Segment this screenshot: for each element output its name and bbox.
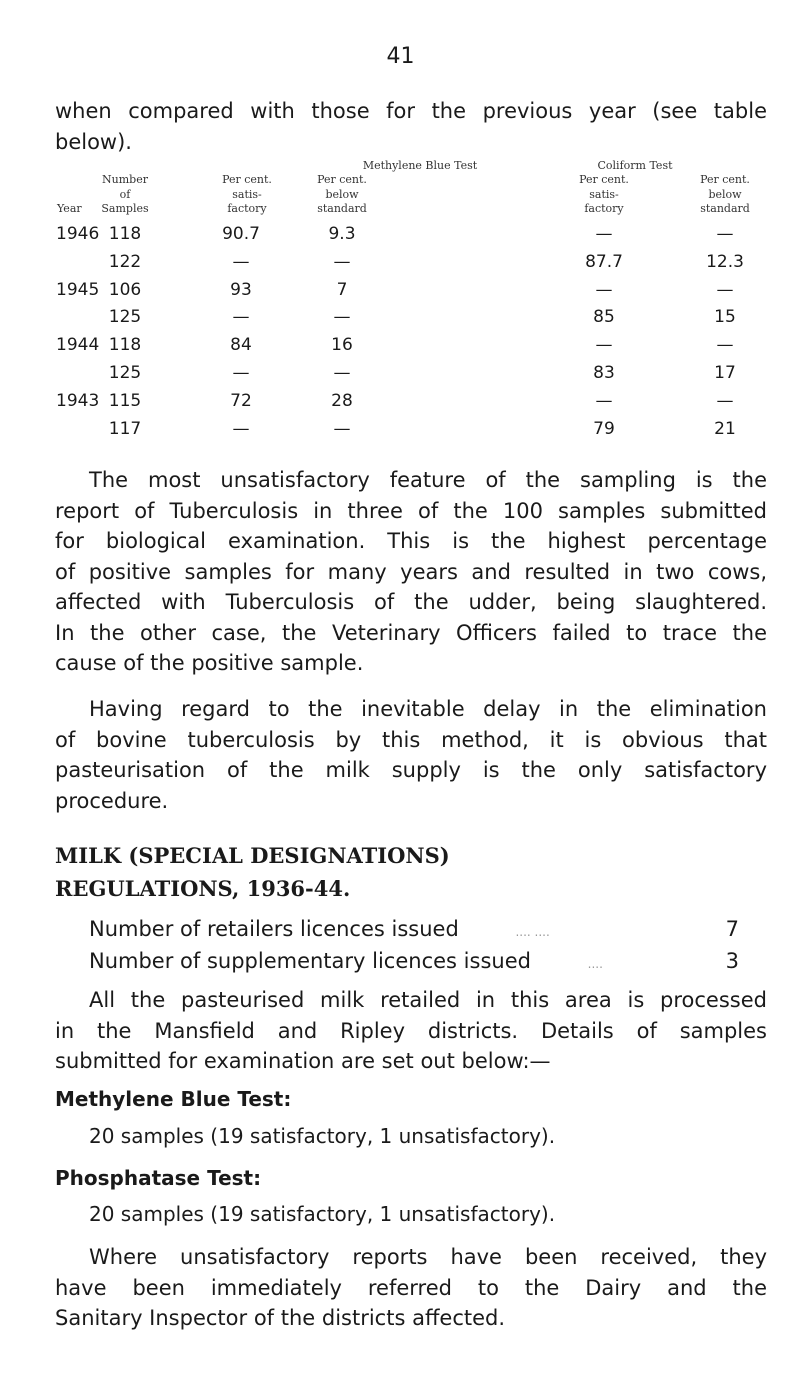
table-cell-mb-satisfactory: 93 (230, 280, 252, 300)
table-cell-mb-satisfactory: — (232, 307, 250, 327)
intro-paragraph (55, 96, 767, 157)
table-cell-coliform-below: 21 (714, 419, 736, 439)
section-heading: MILK (SPECIAL DESIGNATIONS) (55, 843, 450, 868)
col-header-coliform-below: standard (700, 202, 750, 215)
table-cell-year: 1944 (56, 335, 100, 355)
intro-line: below). (55, 129, 132, 154)
table-cell-coliform-satisfactory: 87.7 (585, 252, 623, 272)
table-cell-mb-below: — (333, 363, 351, 383)
table-cell-mb-below: 9.3 (328, 224, 356, 244)
text-line: pasteurisation of the milk supply is the only satisfactory (55, 758, 767, 782)
table-cell-samples: 117 (108, 419, 142, 439)
table-cell-coliform-below: — (716, 224, 734, 244)
table-cell-coliform-satisfactory: — (595, 391, 613, 411)
intro-line: when compared with those for the previous year (see table (55, 99, 767, 123)
table-cell-coliform-below: 15 (714, 307, 736, 327)
text-line: affected with Tuberculosis of the udder, being slaughtered. (55, 590, 767, 614)
tuberculosis-paragraph (55, 465, 767, 679)
table-cell-coliform-satisfactory: — (595, 280, 613, 300)
table-cell-coliform-satisfactory: — (595, 224, 613, 244)
licence-value: 7 (725, 917, 739, 941)
table-cell-samples: 118 (108, 224, 142, 244)
methylene-test-result: 20 samples (19 satisfactory, 1 unsatisfactory). (89, 1124, 556, 1148)
licence-value: 3 (725, 949, 739, 973)
table-cell-mb-satisfactory: — (232, 252, 250, 272)
methylene-test-title: Methylene Blue Test: (55, 1087, 292, 1111)
table-cell-coliform-below: — (716, 391, 734, 411)
col-header-mb-satisfactory: factory (227, 202, 267, 215)
table-cell-samples: 125 (108, 307, 142, 327)
page-number: 41 (386, 44, 415, 69)
text-line: in the Mansfield and Ripley districts. Details of samples (55, 1018, 767, 1043)
col-header-coliform-below: below (708, 188, 742, 201)
table-cell-mb-below: 7 (336, 280, 348, 300)
phosphatase-test-title: Phosphatase Test: (55, 1166, 262, 1190)
table-cell-mb-below: 16 (331, 335, 353, 355)
final-paragraph (55, 1242, 767, 1334)
table-cell-coliform-below: — (716, 335, 734, 355)
retailers-licences-row (89, 917, 739, 941)
col-header-mb-below: standard (317, 202, 367, 215)
table-cell-coliform-below: 17 (714, 363, 736, 383)
col-header-coliform-satisfactory: factory (584, 202, 624, 215)
text-line: cause of the positive sample. (55, 651, 364, 675)
col-header-coliform-satisfactory: satis- (589, 188, 619, 201)
col-header-mb-satisfactory: satis- (232, 188, 262, 201)
table-cell-mb-satisfactory: 90.7 (222, 224, 260, 244)
table-cell-coliform-satisfactory: 85 (593, 307, 615, 327)
table-cell-mb-satisfactory: — (232, 363, 250, 383)
col-header-samples: Number (102, 173, 148, 186)
group-header-methylene: Methylene Blue Test (362, 159, 478, 172)
group-header-coliform: Coliform Test (597, 159, 673, 172)
text-line: procedure. (55, 788, 169, 813)
col-header-year: Year (57, 202, 82, 215)
table-cell-mb-below: 28 (331, 391, 353, 411)
text-line: have been immediately referred to the Dairy and the (55, 1275, 767, 1300)
table-cell-mb-satisfactory: 72 (230, 391, 252, 411)
phosphatase-test-result: 20 samples (19 satisfactory, 1 unsatisfactory). (89, 1202, 556, 1226)
table-cell-year: 1946 (56, 224, 100, 244)
mansfield-paragraph (55, 985, 767, 1077)
table-cell-samples: 115 (108, 391, 142, 411)
table-cell-coliform-satisfactory: 83 (593, 363, 615, 383)
text-line: All the pasteurised milk retailed in this area is processed (89, 988, 767, 1012)
table-cell-mb-below: — (333, 252, 351, 272)
licence-label: Number of retailers licences issued (89, 917, 459, 941)
text-line: Having regard to the inevitable delay in the elimination (89, 697, 767, 721)
text-line: Sanitary Inspector of the districts affected. (55, 1306, 506, 1330)
leader-dots: .... (587, 957, 603, 971)
table-cell-samples: 106 (108, 280, 142, 300)
table-cell-mb-satisfactory: 84 (230, 335, 252, 355)
col-header-mb-satisfactory: Per cent. (222, 173, 272, 186)
text-line: In the other case, the Veterinary Officers failed to trace the (55, 620, 767, 645)
text-line: of positive samples for many years and resulted in two cows, (55, 559, 767, 584)
text-line: Where unsatisfactory reports have been received, they (89, 1245, 767, 1269)
pasteurisation-paragraph (55, 694, 767, 816)
text-line: report of Tuberculosis in three of the 100 samples submitted (55, 498, 767, 523)
text-line: The most unsatisfactory feature of the sampling is the (89, 468, 767, 492)
table-cell-mb-below: — (333, 419, 351, 439)
text-line: submitted for examination are set out below:— (55, 1049, 551, 1073)
table-cell-coliform-below: — (716, 280, 734, 300)
leader-dots: .... .... (515, 925, 550, 939)
col-header-mb-below: below (325, 188, 359, 201)
licence-label: Number of supplementary licences issued (89, 949, 531, 973)
table-cell-coliform-below: 12.3 (706, 252, 744, 272)
table-cell-coliform-satisfactory: — (595, 335, 613, 355)
col-header-mb-below: Per cent. (317, 173, 367, 186)
table-cell-samples: 125 (108, 363, 142, 383)
col-header-coliform-satisfactory: Per cent. (579, 173, 629, 186)
col-header-samples: of (119, 188, 131, 201)
table-cell-samples: 118 (108, 335, 142, 355)
table-cell-mb-below: — (333, 307, 351, 327)
text-line: of bovine tuberculosis by this method, it is obvious that (55, 727, 767, 752)
table-cell-year: 1943 (56, 391, 100, 411)
supplementary-licences-row (89, 949, 739, 973)
table-cell-year: 1945 (56, 280, 100, 300)
table-cell-mb-satisfactory: — (232, 419, 250, 439)
table-cell-coliform-satisfactory: 79 (593, 419, 615, 439)
table-cell-samples: 122 (108, 252, 142, 272)
text-line: for biological examination. This is the highest percentage (55, 529, 767, 553)
col-header-coliform-below: Per cent. (700, 173, 750, 186)
section-heading: REGULATIONS, 1936-44. (55, 876, 351, 901)
col-header-samples: Samples (101, 202, 149, 215)
